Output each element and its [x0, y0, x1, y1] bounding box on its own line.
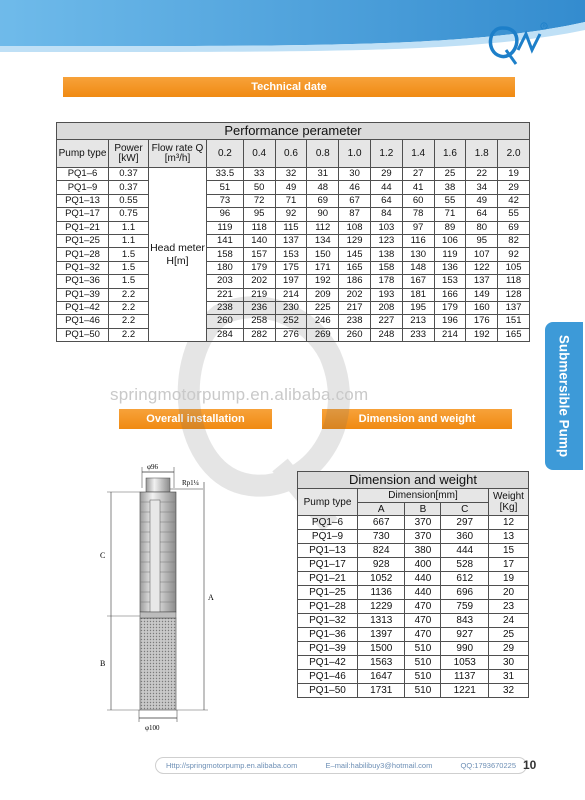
- head-cell: 153: [434, 275, 466, 288]
- dim-b-cell: 370: [405, 530, 441, 544]
- overall-installation-bar: Overall installation: [119, 409, 272, 429]
- power-cell: 1.5: [109, 275, 149, 288]
- dim-type-cell: PQ1–32: [298, 614, 358, 628]
- head-cell: 130: [402, 248, 434, 261]
- dim-type-cell: PQ1–21: [298, 572, 358, 586]
- flow-col-9: 2.0: [498, 140, 530, 168]
- head-cell: 33.5: [207, 168, 244, 181]
- dim-w-cell: 13: [489, 530, 529, 544]
- dim-a-cell: 824: [358, 544, 405, 558]
- table-row: [298, 544, 529, 558]
- head-cell: 165: [339, 261, 371, 274]
- head-cell: 84: [370, 208, 402, 221]
- head-cell: 27: [402, 168, 434, 181]
- dim-a-cell: 1313: [358, 614, 405, 628]
- head-cell: 180: [207, 261, 244, 274]
- technical-date-bar: Technical date: [63, 77, 515, 97]
- dim-c-cell: 843: [441, 614, 489, 628]
- table-row: [57, 328, 530, 341]
- head-cell: 202: [339, 288, 371, 301]
- dim-col-b: B: [405, 503, 441, 516]
- dim-type-cell: PQ1–13: [298, 544, 358, 558]
- table-row: [298, 572, 529, 586]
- pump-type-cell: PQ1–9: [57, 181, 109, 194]
- dim-c-label: C: [100, 551, 106, 560]
- dim-a-cell: 1052: [358, 572, 405, 586]
- dim-c-cell: 612: [441, 572, 489, 586]
- head-cell: 203: [207, 275, 244, 288]
- head-cell: 151: [498, 315, 530, 328]
- dim-b-cell: 370: [405, 516, 441, 530]
- dim-c-cell: 1137: [441, 670, 489, 684]
- head-cell: 95: [243, 208, 275, 221]
- head-cell: 33: [243, 168, 275, 181]
- table-row: [57, 288, 530, 301]
- table-row: [57, 261, 530, 274]
- head-cell: 108: [339, 221, 371, 234]
- col-power: Power [kW]: [109, 140, 149, 168]
- pump-type-cell: PQ1–25: [57, 234, 109, 247]
- dim-b-cell: 440: [405, 572, 441, 586]
- dim-w-cell: 19: [489, 572, 529, 586]
- dim-b-cell: 380: [405, 544, 441, 558]
- head-cell: 69: [307, 194, 339, 207]
- head-cell: 19: [498, 168, 530, 181]
- dim-c-cell: 1053: [441, 656, 489, 670]
- head-cell: 192: [307, 275, 339, 288]
- power-cell: 0.55: [109, 194, 149, 207]
- col-pump-type: Pump type: [57, 140, 109, 168]
- head-cell: 160: [466, 301, 498, 314]
- dim-b-cell: 470: [405, 614, 441, 628]
- head-cell: 221: [207, 288, 244, 301]
- pump-type-cell: PQ1–32: [57, 261, 109, 274]
- col-flow-rate: Flow rate Q [m³/h]: [149, 140, 207, 168]
- head-cell: 196: [434, 315, 466, 328]
- head-cell: 197: [275, 275, 307, 288]
- head-cell: 213: [402, 315, 434, 328]
- dim-w-cell: 29: [489, 642, 529, 656]
- head-cell: 103: [370, 221, 402, 234]
- head-cell: 193: [370, 288, 402, 301]
- dim-col-pump-type: Pump type: [298, 489, 358, 516]
- dim-a-cell: 667: [358, 516, 405, 530]
- dim-c-cell: 990: [441, 642, 489, 656]
- head-cell: 167: [402, 275, 434, 288]
- dim-c-cell: 297: [441, 516, 489, 530]
- head-cell: 214: [434, 328, 466, 341]
- head-cell: 31: [307, 168, 339, 181]
- head-cell: 176: [466, 315, 498, 328]
- table-row: [57, 315, 530, 328]
- head-cell: 284: [207, 328, 244, 341]
- dim-a-cell: 1229: [358, 600, 405, 614]
- head-cell: 128: [498, 288, 530, 301]
- table-row: [298, 586, 529, 600]
- head-cell: 97: [402, 221, 434, 234]
- head-cell: 150: [307, 248, 339, 261]
- table-row: [298, 628, 529, 642]
- head-cell: 44: [370, 181, 402, 194]
- head-cell: 55: [434, 194, 466, 207]
- pump-type-cell: PQ1–46: [57, 315, 109, 328]
- head-cell: 49: [466, 194, 498, 207]
- flow-col-1: 0.4: [243, 140, 275, 168]
- head-cell: 118: [243, 221, 275, 234]
- pump-type-cell: PQ1–28: [57, 248, 109, 261]
- dim-b-cell: 510: [405, 656, 441, 670]
- head-cell: 165: [498, 328, 530, 341]
- head-cell: 179: [243, 261, 275, 274]
- head-cell: 181: [402, 288, 434, 301]
- dimension-table: [297, 471, 529, 698]
- flow-col-7: 1.6: [434, 140, 466, 168]
- dim-b-cell: 510: [405, 684, 441, 698]
- flow-col-3: 0.8: [307, 140, 339, 168]
- dim-col-a: A: [358, 503, 405, 516]
- page-number: 10: [523, 758, 537, 772]
- head-cell: 41: [402, 181, 434, 194]
- footer-qq: QQ:1793670225: [460, 761, 516, 770]
- watermark-text: springmotorpump.en.alibaba.com: [110, 385, 369, 404]
- power-cell: 1.5: [109, 261, 149, 274]
- dim-type-cell: PQ1–36: [298, 628, 358, 642]
- dim-w-cell: 31: [489, 670, 529, 684]
- dim-c-cell: 759: [441, 600, 489, 614]
- power-cell: 1.5: [109, 248, 149, 261]
- head-cell: 92: [275, 208, 307, 221]
- head-cell: 137: [466, 275, 498, 288]
- head-cell: 227: [370, 315, 402, 328]
- head-cell: 230: [275, 301, 307, 314]
- head-cell: 29: [370, 168, 402, 181]
- dim-w-cell: 30: [489, 656, 529, 670]
- head-cell: 269: [307, 328, 339, 341]
- dim-c-cell: 444: [441, 544, 489, 558]
- head-cell: 118: [498, 275, 530, 288]
- head-cell: 34: [466, 181, 498, 194]
- head-cell: 282: [243, 328, 275, 341]
- dimension-weight-bar: Dimension and weight: [322, 409, 512, 429]
- head-cell: 87: [339, 208, 371, 221]
- dim-w-cell: 12: [489, 516, 529, 530]
- dim-col-dimension: Dimension[mm]: [358, 489, 489, 503]
- table-row: [57, 248, 530, 261]
- pump-type-cell: PQ1–42: [57, 301, 109, 314]
- head-cell: 82: [498, 234, 530, 247]
- dim-b-cell: 470: [405, 600, 441, 614]
- top-diameter-label: φ96: [147, 463, 159, 471]
- dim-b-cell: 510: [405, 670, 441, 684]
- head-cell: 116: [402, 234, 434, 247]
- head-cell: 233: [402, 328, 434, 341]
- head-cell: 137: [498, 301, 530, 314]
- category-side-tab-label: Submersible Pump: [556, 334, 572, 458]
- head-cell: 157: [243, 248, 275, 261]
- head-cell: 258: [243, 315, 275, 328]
- head-cell: 29: [498, 181, 530, 194]
- dim-a-cell: 1136: [358, 586, 405, 600]
- flow-col-4: 1.0: [339, 140, 371, 168]
- outlet-label: Rp1¼: [182, 479, 199, 487]
- category-side-tab: [545, 322, 583, 470]
- head-cell: 138: [370, 248, 402, 261]
- power-cell: 0.75: [109, 208, 149, 221]
- table-row: [298, 600, 529, 614]
- dim-type-cell: PQ1–28: [298, 600, 358, 614]
- head-cell: 236: [243, 301, 275, 314]
- table-row: [57, 181, 530, 194]
- dim-w-cell: 20: [489, 586, 529, 600]
- dim-w-cell: 24: [489, 614, 529, 628]
- dim-a-cell: 1731: [358, 684, 405, 698]
- head-cell: 238: [207, 301, 244, 314]
- dim-type-cell: PQ1–39: [298, 642, 358, 656]
- head-cell: 149: [466, 288, 498, 301]
- head-cell: 260: [339, 328, 371, 341]
- table-row: [298, 614, 529, 628]
- head-cell: 71: [275, 194, 307, 207]
- head-cell: 80: [466, 221, 498, 234]
- head-cell: 50: [243, 181, 275, 194]
- pump-type-cell: PQ1–13: [57, 194, 109, 207]
- table-row: [298, 656, 529, 670]
- head-cell: 208: [370, 301, 402, 314]
- head-cell: 49: [275, 181, 307, 194]
- head-cell: 38: [434, 181, 466, 194]
- head-cell: 71: [434, 208, 466, 221]
- head-cell: 48: [307, 181, 339, 194]
- power-cell: 2.2: [109, 328, 149, 341]
- head-cell: 178: [370, 275, 402, 288]
- head-cell: 217: [339, 301, 371, 314]
- head-cell: 51: [207, 181, 244, 194]
- flow-col-6: 1.4: [402, 140, 434, 168]
- dim-type-cell: PQ1–42: [298, 656, 358, 670]
- flow-col-8: 1.8: [466, 140, 498, 168]
- head-cell: 225: [307, 301, 339, 314]
- head-cell: 134: [307, 234, 339, 247]
- table-row: [298, 642, 529, 656]
- pump-type-cell: PQ1–6: [57, 168, 109, 181]
- head-cell: 95: [466, 234, 498, 247]
- head-cell: 119: [207, 221, 244, 234]
- table-row: [57, 208, 530, 221]
- head-cell: 122: [466, 261, 498, 274]
- head-cell: 192: [466, 328, 498, 341]
- head-cell: 72: [243, 194, 275, 207]
- head-cell: 202: [243, 275, 275, 288]
- head-cell: 209: [307, 288, 339, 301]
- head-cell: 158: [370, 261, 402, 274]
- head-cell: 175: [275, 261, 307, 274]
- dim-a-cell: 1397: [358, 628, 405, 642]
- pump-type-cell: PQ1–36: [57, 275, 109, 288]
- dim-col-weight: Weight [Kg]: [489, 489, 529, 516]
- company-logo: [482, 20, 552, 68]
- head-cell: 119: [434, 248, 466, 261]
- head-cell: 219: [243, 288, 275, 301]
- head-cell: 25: [434, 168, 466, 181]
- head-cell: 246: [307, 315, 339, 328]
- head-cell: 69: [498, 221, 530, 234]
- dim-b-cell: 470: [405, 628, 441, 642]
- pump-type-cell: PQ1–50: [57, 328, 109, 341]
- head-cell: 214: [275, 288, 307, 301]
- power-cell: 2.2: [109, 315, 149, 328]
- table-row: [57, 194, 530, 207]
- head-cell: 107: [466, 248, 498, 261]
- table-row: [298, 530, 529, 544]
- footer-bar: [155, 757, 527, 774]
- dim-type-cell: PQ1–17: [298, 558, 358, 572]
- head-cell: 137: [275, 234, 307, 247]
- head-cell: 32: [275, 168, 307, 181]
- footer-url[interactable]: Http://springmotorpump.en.alibaba.com: [166, 761, 298, 770]
- dim-w-cell: 17: [489, 558, 529, 572]
- head-cell: 238: [339, 315, 371, 328]
- pump-type-cell: PQ1–17: [57, 208, 109, 221]
- head-cell: 129: [339, 234, 371, 247]
- table-row: [57, 221, 530, 234]
- dim-a-cell: 1563: [358, 656, 405, 670]
- dimension-table-title: Dimension and weight: [298, 472, 529, 489]
- table-row: [57, 275, 530, 288]
- power-cell: 0.37: [109, 168, 149, 181]
- head-cell: 115: [275, 221, 307, 234]
- dim-type-cell: PQ1–50: [298, 684, 358, 698]
- performance-table: [56, 122, 530, 342]
- table-row: [57, 234, 530, 247]
- dim-type-cell: PQ1–6: [298, 516, 358, 530]
- dim-w-cell: 25: [489, 628, 529, 642]
- power-cell: 2.2: [109, 288, 149, 301]
- head-cell: 141: [207, 234, 244, 247]
- dim-b-cell: 400: [405, 558, 441, 572]
- table-row: [298, 684, 529, 698]
- dim-type-cell: PQ1–25: [298, 586, 358, 600]
- flow-col-2: 0.6: [275, 140, 307, 168]
- head-cell: 46: [339, 181, 371, 194]
- head-cell: 90: [307, 208, 339, 221]
- head-cell: 158: [207, 248, 244, 261]
- head-cell: 64: [466, 208, 498, 221]
- head-cell: 73: [207, 194, 244, 207]
- head-cell: 153: [275, 248, 307, 261]
- table-row: [298, 670, 529, 684]
- table-row: [298, 558, 529, 572]
- table-row: [298, 516, 529, 530]
- svg-text:R: R: [542, 23, 546, 29]
- power-cell: 0.37: [109, 181, 149, 194]
- flow-col-0: 0.2: [207, 140, 244, 168]
- dim-c-cell: 1221: [441, 684, 489, 698]
- head-cell: 106: [434, 234, 466, 247]
- head-cell: 248: [370, 328, 402, 341]
- head-cell: 186: [339, 275, 371, 288]
- dim-a-label: A: [208, 593, 214, 602]
- dim-type-cell: PQ1–46: [298, 670, 358, 684]
- head-cell: 30: [339, 168, 371, 181]
- head-cell: 78: [402, 208, 434, 221]
- dim-c-cell: 927: [441, 628, 489, 642]
- dim-type-cell: PQ1–9: [298, 530, 358, 544]
- head-cell: 166: [434, 288, 466, 301]
- power-cell: 2.2: [109, 301, 149, 314]
- dim-col-c: C: [441, 503, 489, 516]
- head-cell: 112: [307, 221, 339, 234]
- head-cell: 42: [498, 194, 530, 207]
- head-cell: 60: [402, 194, 434, 207]
- dim-w-cell: 32: [489, 684, 529, 698]
- dim-a-cell: 928: [358, 558, 405, 572]
- pump-installation-drawing: [95, 458, 245, 738]
- head-cell: 260: [207, 315, 244, 328]
- head-cell: 145: [339, 248, 371, 261]
- dim-a-cell: 1647: [358, 670, 405, 684]
- head-cell: 179: [434, 301, 466, 314]
- head-cell: 136: [434, 261, 466, 274]
- head-cell: 55: [498, 208, 530, 221]
- head-cell: 252: [275, 315, 307, 328]
- head-cell: 140: [243, 234, 275, 247]
- dim-a-cell: 730: [358, 530, 405, 544]
- footer-email[interactable]: E–mail:habilibuy3@hotmail.com: [325, 761, 433, 770]
- head-cell: 22: [466, 168, 498, 181]
- pump-type-cell: PQ1–21: [57, 221, 109, 234]
- head-cell: 195: [402, 301, 434, 314]
- head-cell: 171: [307, 261, 339, 274]
- table-row: [57, 168, 530, 181]
- head-cell: 92: [498, 248, 530, 261]
- bottom-diameter-label: φ100: [145, 724, 160, 732]
- dim-w-cell: 23: [489, 600, 529, 614]
- head-cell: 123: [370, 234, 402, 247]
- flow-col-5: 1.2: [370, 140, 402, 168]
- dim-b-label: B: [100, 659, 106, 668]
- dim-w-cell: 15: [489, 544, 529, 558]
- dim-c-cell: 528: [441, 558, 489, 572]
- dim-c-cell: 360: [441, 530, 489, 544]
- head-cell: 105: [498, 261, 530, 274]
- head-cell: 276: [275, 328, 307, 341]
- head-cell: 67: [339, 194, 371, 207]
- dim-b-cell: 510: [405, 642, 441, 656]
- power-cell: 1.1: [109, 221, 149, 234]
- power-cell: 1.1: [109, 234, 149, 247]
- dim-b-cell: 440: [405, 586, 441, 600]
- dim-c-cell: 696: [441, 586, 489, 600]
- head-cell: 89: [434, 221, 466, 234]
- pump-type-cell: PQ1–39: [57, 288, 109, 301]
- head-cell: 96: [207, 208, 244, 221]
- head-cell: 148: [402, 261, 434, 274]
- dim-a-cell: 1500: [358, 642, 405, 656]
- head-cell: 64: [370, 194, 402, 207]
- performance-table-title: Performance perameter: [57, 123, 530, 140]
- table-row: [57, 301, 530, 314]
- head-meter-label: Head meter H[m]: [149, 168, 207, 342]
